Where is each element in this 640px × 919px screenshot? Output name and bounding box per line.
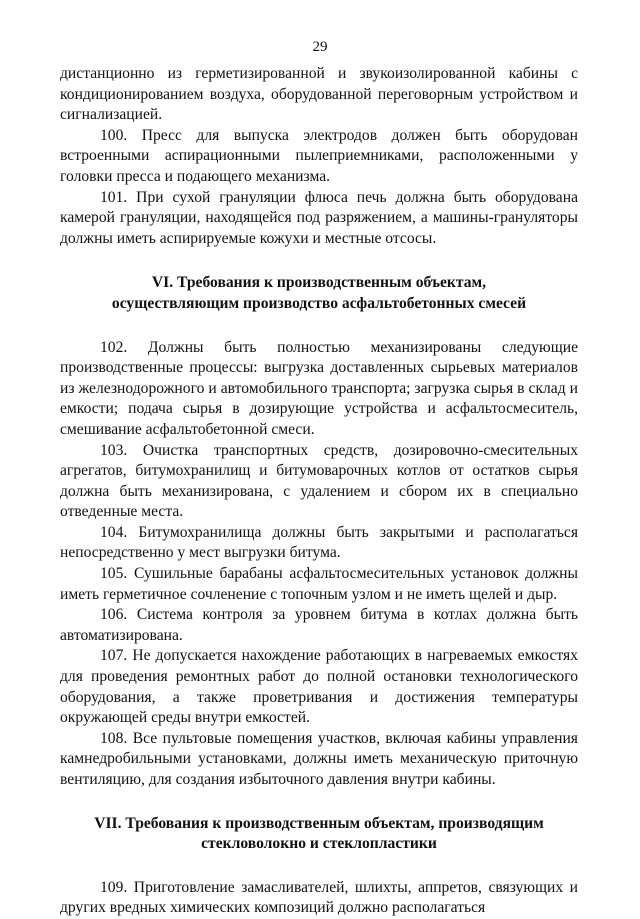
section-heading-vii: VII. Требования к производственным объектам, производящим стекловолокно и стеклопластики bbox=[94, 814, 544, 853]
paragraph-109: 109. Приготовление замасливателей, шлихты, аппретов, связующих и других вредных химических композиций должно располагаться bbox=[60, 878, 578, 917]
paragraph-106: 106. Система контроля за уровнем битума в котлах должна быть автоматизирована. bbox=[60, 606, 578, 644]
section-heading-vi: VI. Требования к производственным объектам, осуществляющим производство асфальтобетонных смесей bbox=[111, 274, 527, 312]
paragraph-104: 104. Битумохранилища должны быть закрытыми и располагаться непосредственно у мест выгрузки битума. bbox=[60, 523, 578, 562]
document-body bbox=[60, 64, 578, 919]
paragraph-continuation: дистанционно из герметизированной и звукоизолированной кабины с кондиционированием воздуха, оборудованной переговорным устройством и сигнализацией. bbox=[60, 65, 578, 124]
paragraph-100: 100. Пресс для выпуска электродов должен быть оборудован встроенными аспирационными пылеприемниками, расположенными у головки пресса и подающего механизма. bbox=[60, 126, 578, 185]
paragraph-108: 108. Все пультовые помещения участков, включая кабины управления камнедробильными установками, должны иметь механическую приточную вентиляцию, для создания избыточного давления внутри кабины. bbox=[60, 729, 578, 788]
paragraph-107: 107. Не допускается нахождение работающих в нагреваемых емкостях для проведения ремонтных работ до полной остановки технологического оборудования, а также проветривания и достижения температуры окружающей среды внутри емкостей. bbox=[60, 647, 578, 727]
paragraph-102: 102. Должны быть полностью механизированы следующие производственные процессы: выгрузка доставленных сырьевых материалов из железнодорожного и автомобильного транспорта; загрузка сырья в склад и емкости; подача сырья в дозирующие устройства и асфальтосмеситель, смешивание асфальтобетонной смеси. bbox=[60, 338, 578, 438]
paragraph-101: 101. При сухой грануляции флюса печь должна быть оборудована камерой грануляции, находящейся под разряжением, а машины-грануляторы должны иметь аспирируемые кожухи и местные отсосы. bbox=[60, 188, 578, 247]
page-number: 29 bbox=[312, 39, 328, 55]
paragraph-105: 105. Сушильные барабаны асфальтосмесительных установок должны иметь герметичное сочленение с топочным узлом и не иметь щелей и дыр. bbox=[60, 565, 578, 603]
paragraph-103: 103. Очистка транспортных средств, дозировочно-смесительных агрегатов, битумохранилищ и битумоварочных котлов от остатков сырья должна быть механизирована, с удалением и сбором их в специально отведенные места. bbox=[60, 441, 578, 521]
